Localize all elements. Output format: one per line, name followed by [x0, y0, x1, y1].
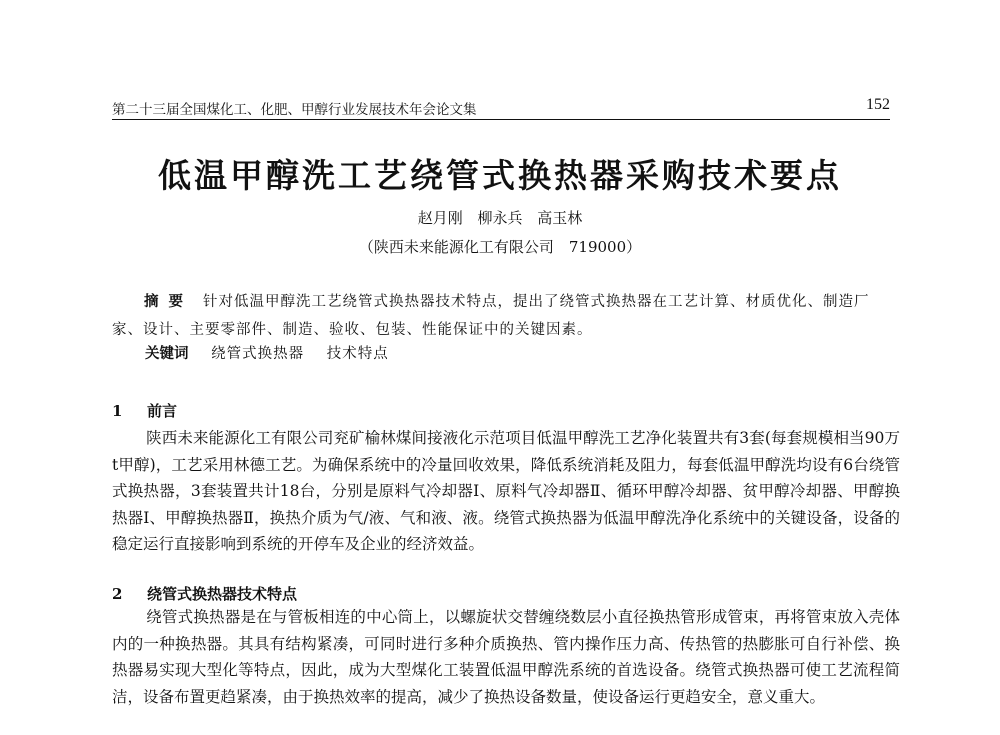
section-heading-1 — [112, 400, 177, 421]
header-rule — [112, 119, 890, 120]
section-heading-2 — [112, 583, 297, 604]
section-number: 1 — [112, 402, 123, 420]
page-header — [112, 98, 890, 120]
abstract-label: 摘要 — [144, 293, 193, 310]
section-title: 绕管式换热器技术特点 — [147, 585, 298, 603]
section-1-paragraph — [112, 425, 900, 558]
running-title: 第二十三届全国煤化工、化肥、甲醇行业发展技术年会论文集 — [112, 102, 477, 118]
authors: 赵月刚 柳永兵 高玉林 — [417, 209, 583, 227]
section-2-paragraph — [112, 604, 900, 710]
abstract — [112, 288, 900, 344]
section-title: 前言 — [147, 402, 178, 420]
keyword: 技术特点 — [326, 346, 389, 362]
paragraph-text: 绕管式换热器是在与管板相连的中心筒上，以螺旋状交替缠绕数层小直径换热管形成管束，再将管束放入壳体内的一种换热器。其具有结构紧凑，可同时进行多种介质换热、管内操作压力高、传热管的热膨胀可自行补偿、换热器易实现大型化等特点，因此，成为大型煤化工装置低温甲醇洗系统的首选设备。绕管式换热器可使工艺流程简洁，设备布置更趋紧凑，由于换热效率的提高，减少了换热设备数量，使设备运行更趋安全，意义重大。 — [112, 608, 900, 706]
paper-title: 低温甲醇洗工艺绕管式换热器采购技术要点 — [158, 156, 842, 195]
page-number: 152 — [866, 96, 890, 113]
abstract-text: 针对低温甲醇洗工艺绕管式换热器技术特点，提出了绕管式换热器在工艺计算、材质优化、制造厂家、设计、主要零部件、制造、验收、包装、性能保证中的关键因素。 — [112, 294, 870, 338]
section-number: 2 — [112, 585, 123, 603]
affiliation: （陕西未来能源化工有限公司 719000） — [358, 238, 642, 256]
keyword: 绕管式换热器 — [211, 346, 305, 362]
keywords — [145, 342, 407, 363]
keywords-label: 关键词 — [145, 345, 189, 362]
paragraph-text: 陕西未来能源化工有限公司兖矿榆林煤间接液化示范项目低温甲醇洗工艺净化装置共有3套(每套规模相当90万t甲醇)，工艺采用林德工艺。为确保系统中的冷量回收效果，降低系统消耗及阻力，每套低温甲醇洗均设有6台绕管式换热器，3套装置共计18台，分别是原料气冷却器Ⅰ、原料气冷却器Ⅱ、循环甲醇冷却器、贫甲醇冷却器、甲醇换热器Ⅰ、甲醇换热器Ⅱ，换热介质为气/液、气和液、液。绕管式换热器为低温甲醇洗净化系统中的关键设备，设备的稳定运行直接影响到系统的开停车及企业的经济效益。 — [112, 429, 900, 553]
